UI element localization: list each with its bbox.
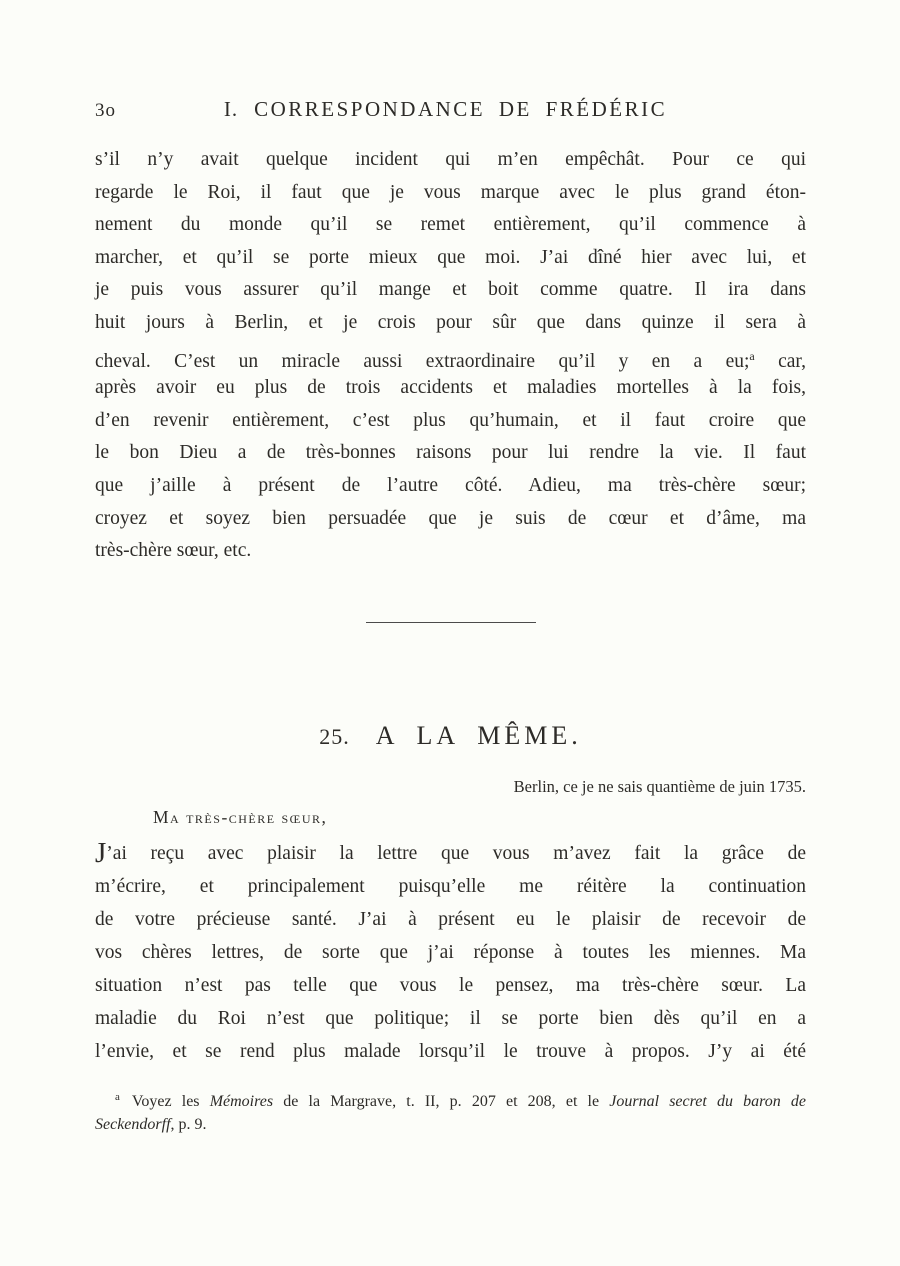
body-line: après avoir eu plus de trois accidents et maladies mortelles à la fois, (95, 377, 806, 399)
body-line: nement du monde qu’il se remet entièrement, qu’il commence à (95, 214, 806, 236)
drop-initial: J (95, 836, 107, 869)
body-line: croyez et soyez bien persuadée que je suis de cœur et d’âme, ma (95, 507, 806, 529)
body-line-with-initial (95, 837, 806, 870)
body-line: s’il n’y avait quelque incident qui m’en empêchât. Pour ce qui (95, 149, 806, 170)
footnote (95, 1084, 806, 1138)
footnote-text-italic: Mémoires (209, 1092, 274, 1110)
body-line: huit jours à Berlin, et je crois pour sûr que dans quinze il sera à (95, 311, 806, 333)
body-line: le bon Dieu a de très-bonnes raisons pour lui rendre la vie. Il faut (95, 442, 806, 464)
page-header (95, 97, 806, 123)
letter-24-body (95, 144, 806, 568)
body-line: je puis vous assurer qu’il mange et boit comme quatre. Il ira dans (95, 279, 806, 301)
footnote-text-italic: Seckendorff (95, 1115, 171, 1133)
footnote-reference: a (749, 348, 755, 363)
body-line: situation n’est pas telle que vous le pensez, ma très-chère sœur. La (95, 974, 806, 996)
body-line-text: car, (754, 350, 806, 372)
letter-heading (95, 719, 806, 754)
body-line: m’écrire, et principalement puisqu’elle me réitère la continuation (95, 875, 806, 897)
body-line: que j’aille à présent de l’autre côté. Adieu, ma très-chère sœur; (95, 474, 806, 496)
salutation: Ma très-chère sœur, (153, 806, 328, 827)
body-line-text: ’ai reçu avec plaisir la lettre que vous m’avez fait la grâce de (106, 842, 806, 864)
body-line: vos chères lettres, de sorte que j’ai réponse à toutes les miennes. Ma (95, 941, 806, 963)
body-line: marcher, et qu’il se porte mieux que moi. J’ai dîné hier avec lui, et (95, 246, 806, 268)
letter-title: A LA MÊME. (375, 720, 582, 750)
body-line: maladie du Roi n’est que politique; il se porte bien dès qu’il en a (95, 1007, 806, 1029)
footnote-text-italic: Journal secret du baron de (609, 1092, 807, 1110)
section-divider-rule (366, 622, 536, 623)
running-title (95, 97, 796, 122)
chapter-number: I. (223, 97, 239, 121)
body-line-last: très-chère sœur, etc. (95, 540, 252, 562)
body-line: de votre précieuse santé. J’ai à présent eu le plaisir de recevoir de (95, 908, 806, 930)
footnote-line (95, 1111, 806, 1138)
body-line: l’envie, et se rend plus malade lorsqu’il le trouve à propos. J’y ai été (95, 1040, 806, 1062)
body-line-with-footnote-ref (95, 340, 806, 373)
letter-number: 25. (319, 723, 350, 749)
footnote-text: de la Margrave, t. II, p. 207 et 208, et le (273, 1092, 610, 1110)
letter-25-body (95, 837, 806, 1068)
page-content (95, 0, 806, 1138)
running-title-text: CORRESPONDANCE DE FRÉDÉRIC (254, 97, 668, 121)
footnote-text: , p. 9. (170, 1115, 207, 1133)
body-line: regarde le Roi, il faut que je vous marque avec le plus grand éton- (95, 181, 806, 203)
body-line: d’en revenir entièrement, c’est plus qu’humain, et il faut croire que (95, 409, 806, 431)
footnote-text: Voyez les (131, 1092, 210, 1110)
body-line-text: cheval. C’est un miracle aussi extraordinaire qu’il y en a eu; (95, 350, 750, 372)
footnote-line (95, 1084, 806, 1111)
page-number: 3o (95, 100, 116, 121)
dateline: Berlin, ce je ne sais quantième de juin 1735. (513, 776, 806, 796)
footnote-marker: a (115, 1090, 120, 1103)
